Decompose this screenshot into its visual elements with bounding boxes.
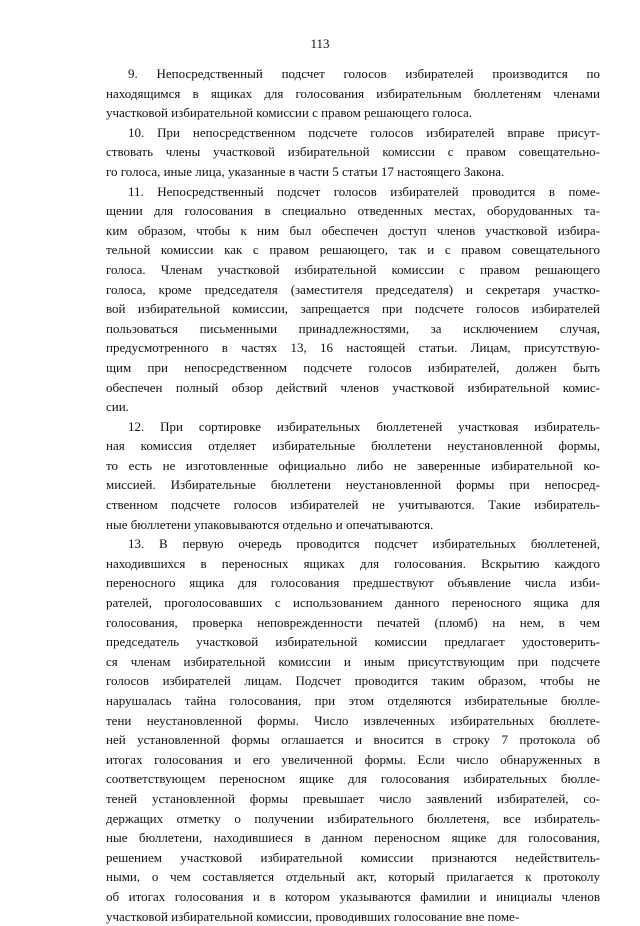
text-line: нарушалась тайна голосования, при этом отделяются избирательные бюлле- xyxy=(106,693,600,708)
text-line: предусмотренного в частях 13, 16 настоящей статьи. Лицам, присутствую- xyxy=(106,340,600,356)
page-number: 113 xyxy=(310,36,330,51)
paragraph xyxy=(106,417,600,535)
text-line: 9. Непосредственный подсчет голосов избирателей производится по xyxy=(128,66,600,81)
text-line: то есть не изготовленные официально либо не заверенные избирательной ко- xyxy=(106,457,600,473)
text-line: 12. При сортировке избирательных бюллетеней участковая избиратель- xyxy=(128,418,600,434)
text-line: ные бюллетени упаковываются отдельно и опечатываются. xyxy=(106,516,434,532)
text-line: об итогах голосования и в котором указываются фамилии и инициалы членов xyxy=(106,888,600,904)
text-line: переносного ящика для голосования предшествуют объявление числа изби- xyxy=(106,575,600,591)
text-line: голоса, кроме председателя (заместителя председателя) и секретаря участко- xyxy=(106,281,600,297)
text-line: участковой избирательной комиссии, проводивших голосование вне поме- xyxy=(106,908,520,924)
text-line: итогах голосования и его увеличенной формы. Если число обнаруженных в xyxy=(106,751,600,767)
text-line: вой избирательной комиссии, запрещается при подсчете голосов избирателей xyxy=(106,301,600,317)
paragraph xyxy=(106,182,600,417)
paragraph xyxy=(106,123,600,182)
text-line: ная комиссия отделяет избирательные бюллетени неустановленной формы, xyxy=(106,438,600,454)
text-line: щим при непосредственном подсчете голосов избирателей, должен быть xyxy=(106,359,600,375)
text-line: ствовать члены участковой избирательной комиссии с правом совещательно- xyxy=(106,144,600,160)
text-line: миссией. Избирательные бюллетени неустановленной формы при непосред- xyxy=(106,477,600,493)
text-line: председатель участковой избирательной комиссии предлагает удостоверить- xyxy=(106,634,600,650)
text-line: сии. xyxy=(106,399,129,415)
text-line: рателей, проголосовавших с использованием данного переносного ящика для xyxy=(106,595,600,611)
text-line: решением участковой избирательной комиссии признаются недействитель- xyxy=(106,849,600,865)
text-line: теней установленной формы превышает число заявлений избирателей, со- xyxy=(106,790,600,806)
text-line: пользоваться письменными принадлежностями, за исключением случая, xyxy=(106,320,600,336)
text-line: 10. При непосредственном подсчете голосов избирателей вправе присут- xyxy=(128,124,600,140)
text-line: 11. Непосредственный подсчет голосов избирателей проводится в поме- xyxy=(128,183,600,199)
text-line: находившихся в переносных ящиках для голосования. Вскрытию каждого xyxy=(106,555,600,571)
text-line: держащих отметку о получении избирательного бюллетеня, все избиратель- xyxy=(106,810,600,826)
paragraph xyxy=(106,534,600,926)
text-line: ными, о чем составляется отдельный акт, который прилагается к протоколу xyxy=(106,869,600,885)
text-line: голосов избирателей лицам. Подсчет проводится таким образом, чтобы не xyxy=(106,673,600,689)
text-line: щении для голосования в специально отведенных местах, оборудованных та- xyxy=(106,203,600,219)
text-line: участковой избирательной комиссии с правом решающего голоса. xyxy=(106,105,473,121)
paragraph xyxy=(106,64,600,123)
text-line: тельной комиссии как с правом решающего, так и с правом совещательного xyxy=(106,242,600,258)
text-line: ся членам избирательной комиссии и иным присутствующим при подсчете xyxy=(106,653,600,669)
text-line: соответствующем переносном ящике для голосования избирательных бюлле- xyxy=(106,771,600,787)
text-line: находящимся в ящиках для голосования избирательным бюллетеням членами xyxy=(106,85,600,101)
text-line: ные бюллетени, находившиеся в данном переносном ящике для голосования, xyxy=(106,830,600,846)
text-line: го голоса, иные лица, указанные в части 5 статьи 17 настоящего Закона. xyxy=(106,163,505,179)
text-line: ней установленной формы оглашается и вносится в строку 7 протокола об xyxy=(106,732,600,748)
text-line: голосования, проверка неповрежденности печатей (пломб) на нем, в чем xyxy=(106,614,600,630)
text-line: ственном подсчете голосов избирателей не учитываются. Такие избиратель- xyxy=(106,497,600,513)
document-body xyxy=(106,64,600,926)
text-line: 13. В первую очередь проводится подсчет избирательных бюллетеней, xyxy=(128,536,600,552)
text-line: тени неустановленной формы. Число извлеченных избирательных бюллете- xyxy=(106,712,600,728)
text-line: ким образом, чтобы к ним был обеспечен доступ членов участковой избира- xyxy=(106,222,600,238)
text-line: голоса. Членам участковой избирательной комиссии с правом решающего xyxy=(106,261,600,277)
text-line: обеспечен полный обзор действий членов участковой избирательной комис- xyxy=(106,379,600,395)
